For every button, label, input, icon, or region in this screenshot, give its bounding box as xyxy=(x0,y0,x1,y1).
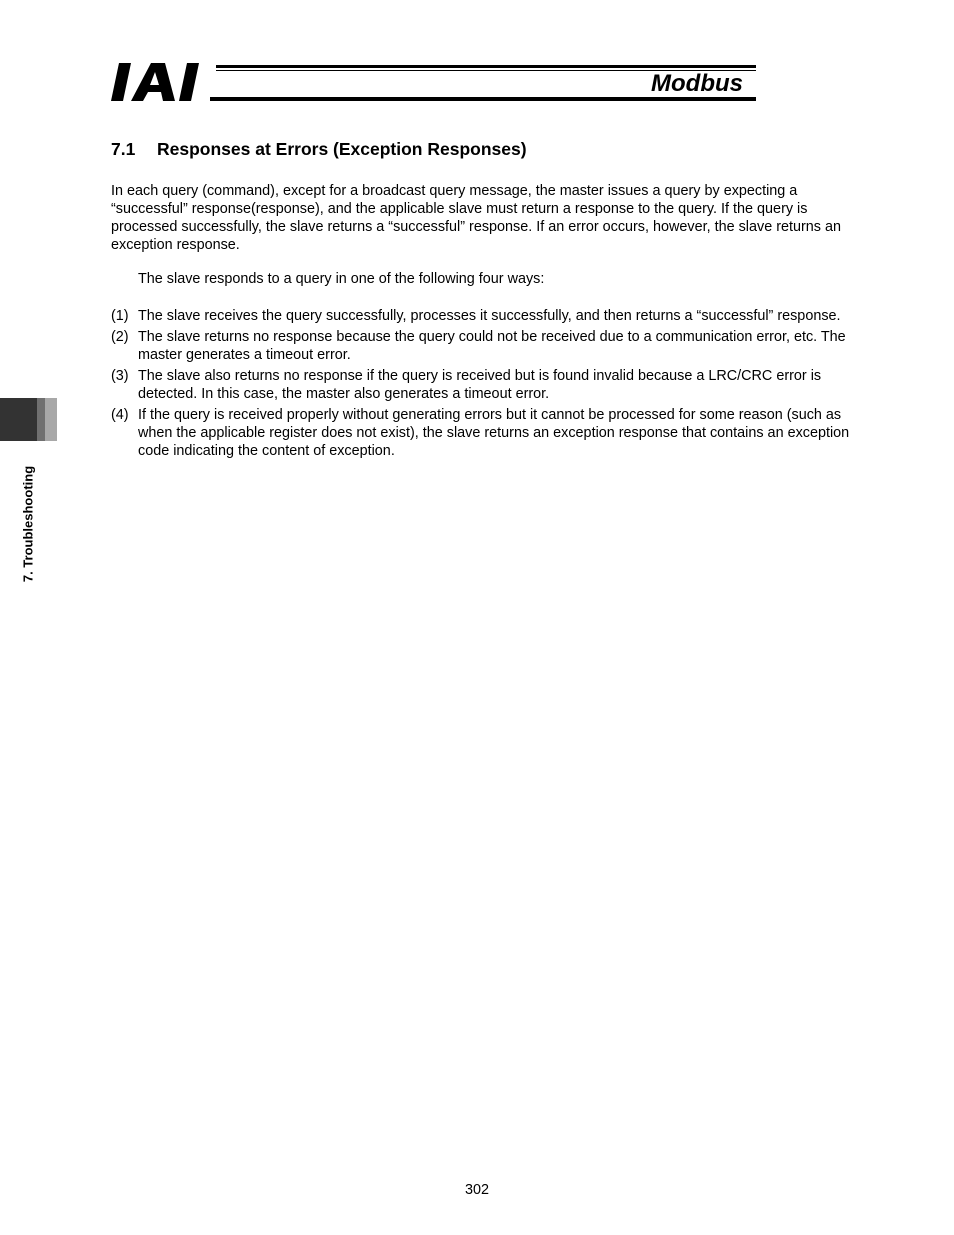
iai-logo xyxy=(111,63,211,101)
list-item-text: If the query is received properly without generating errors but it cannot be processed for some reason (such as when the applicable register does not exist), the slave returns an exception response that contains an exception code indicating the content of exception. xyxy=(138,407,850,459)
chapter-side-label: 7. Troubleshooting xyxy=(20,465,36,583)
list-item xyxy=(111,406,856,460)
page-number: 302 xyxy=(464,1182,489,1198)
list-item-number: (4) xyxy=(111,407,129,423)
list-item-text: The slave receives the query successfully, processes it successfully, and then returns a “successful” response. xyxy=(138,308,841,324)
list-item-text: The slave also returns no response if the query is received but is found invalid because a LRC/CRC error is detected. In this case, the master also generates a timeout error. xyxy=(138,368,822,402)
chapter-tab-light xyxy=(45,398,57,441)
section-heading xyxy=(111,139,527,159)
list-item xyxy=(111,328,856,364)
intro-paragraph: In each query (command), except for a broadcast query message, the master issues a query by expecting a “successful” response(response), and the applicable slave must return a response to the query. If the query is processed successfully, the slave returns a “successful” response. If an error occurs, however, the slave returns an exception response. xyxy=(111,183,841,253)
list-item-text: The slave returns no response because the query could not be received due to a communication error, etc. The master generates a timeout error. xyxy=(138,329,846,363)
list-item-number: (2) xyxy=(111,329,129,345)
list-item xyxy=(111,307,856,325)
chapter-tab-dark xyxy=(0,398,37,441)
section-number: 7.1 xyxy=(111,139,136,159)
header-rule-top xyxy=(216,65,756,68)
section-title: Responses at Errors (Exception Responses) xyxy=(157,139,527,159)
response-list xyxy=(111,307,856,463)
list-item xyxy=(111,367,856,403)
lead-paragraph: The slave responds to a query in one of the following four ways: xyxy=(138,271,545,287)
list-item-number: (3) xyxy=(111,368,129,384)
list-item-number: (1) xyxy=(111,308,129,324)
header-title: Modbus xyxy=(651,70,743,97)
chapter-tab-mid xyxy=(37,398,45,441)
